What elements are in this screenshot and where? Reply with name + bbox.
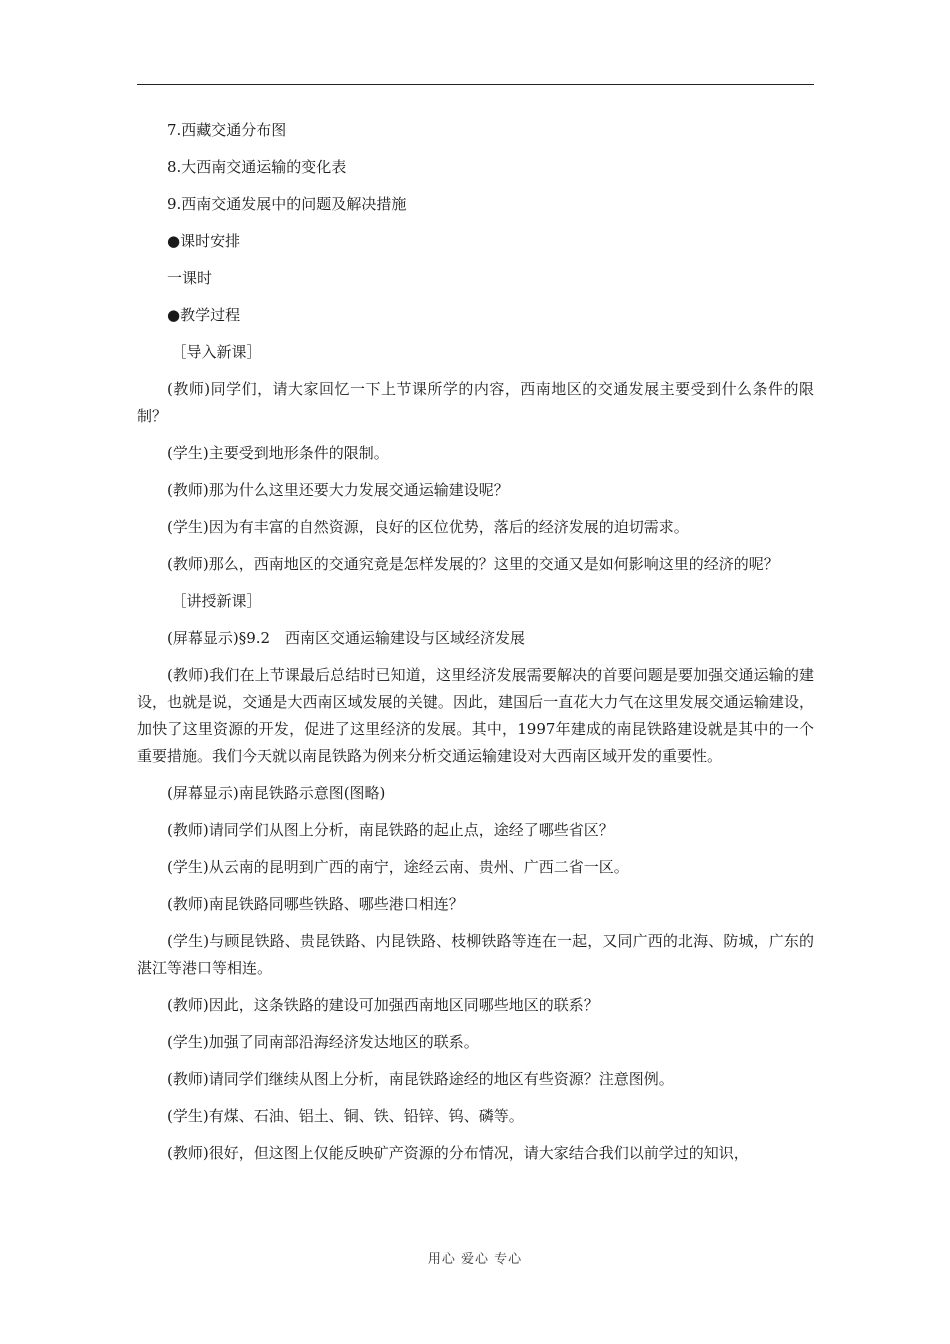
page-footer: 用心 爱心 专心 [427,1252,523,1267]
paragraph: (教师)请同学们继续从图上分析，南昆铁路途经的地区有些资源？注意图例。 [167,1070,674,1088]
paragraph: (教师)我们在上节课最后总结时已知道，这里经济发展需要解决的首要问题是要加强交通运输的建设，也就是说，交通是大西南区域发展的关键。因此，建国后一直花大力气在这里发展交通运输建设，加快了这里资源的开发，促进了这里经济的发展。其中，1997年建成的南昆铁路建设就是其中的一个重要措施。我们今天就以南昆铁路为例来分析交通运输建设对大西南区域开发的重要性。 [137,666,814,765]
list-item: 7.西藏交通分布图 [167,121,287,139]
paragraph: (教师)请同学们从图上分析，南昆铁路的起止点，途经了哪些省区？ [167,821,614,839]
paragraph: (学生)加强了同南部沿海经济发达地区的联系。 [167,1033,479,1051]
paragraph: (教师)那为什么这里还要大力发展交通运输建设呢？ [167,481,509,499]
header-rule [137,84,814,85]
paragraph: (屏幕显示)§9.2 西南区交通运输建设与区域经济发展 [167,629,526,647]
list-item: 9.西南交通发展中的问题及解决措施 [167,195,407,213]
paragraph: (教师)那么，西南地区的交通究竟是怎样发展的？这里的交通又是如何影响这里的经济的呢？ [167,555,779,573]
list-item: 8.大西南交通运输的变化表 [167,158,347,176]
paragraph: 一课时 [167,269,213,287]
paragraph: (屏幕显示)南昆铁路示意图(图略) [167,784,386,802]
paragraph: (学生)主要受到地形条件的限制。 [167,444,389,462]
section-heading: ●课时安排 [167,232,241,250]
paragraph: (学生)因为有丰富的自然资源，良好的区位优势，落后的经济发展的迫切需求。 [167,518,689,536]
paragraph: (教师)同学们，请大家回忆一下上节课所学的内容，西南地区的交通发展主要受到什么条件的限制？ [137,380,814,425]
paragraph: (教师)很好，但这图上仅能反映矿产资源的分布情况，请大家结合我们以前学过的知识， [167,1144,749,1162]
paragraph: (学生)与顾昆铁路、贵昆铁路、内昆铁路、枝柳铁路等连在一起，又同广西的北海、防城，广东的湛江等港口等相连。 [137,932,814,977]
paragraph: (学生)有煤、石油、铝土、铜、铁、铅锌、钨、磷等。 [167,1107,524,1125]
paragraph: (学生)从云南的昆明到广西的南宁，途经云南、贵州、广西二省一区。 [167,858,629,876]
subsection-heading: ［讲授新课］ [171,592,262,610]
section-heading: ●教学过程 [167,306,241,324]
paragraph: (教师)因此，这条铁路的建设可加强西南地区同哪些地区的联系？ [167,996,599,1014]
document-body [137,117,814,1177]
paragraph: (教师)南昆铁路同哪些铁路、哪些港口相连？ [167,895,464,913]
subsection-heading: ［导入新课］ [171,343,262,361]
